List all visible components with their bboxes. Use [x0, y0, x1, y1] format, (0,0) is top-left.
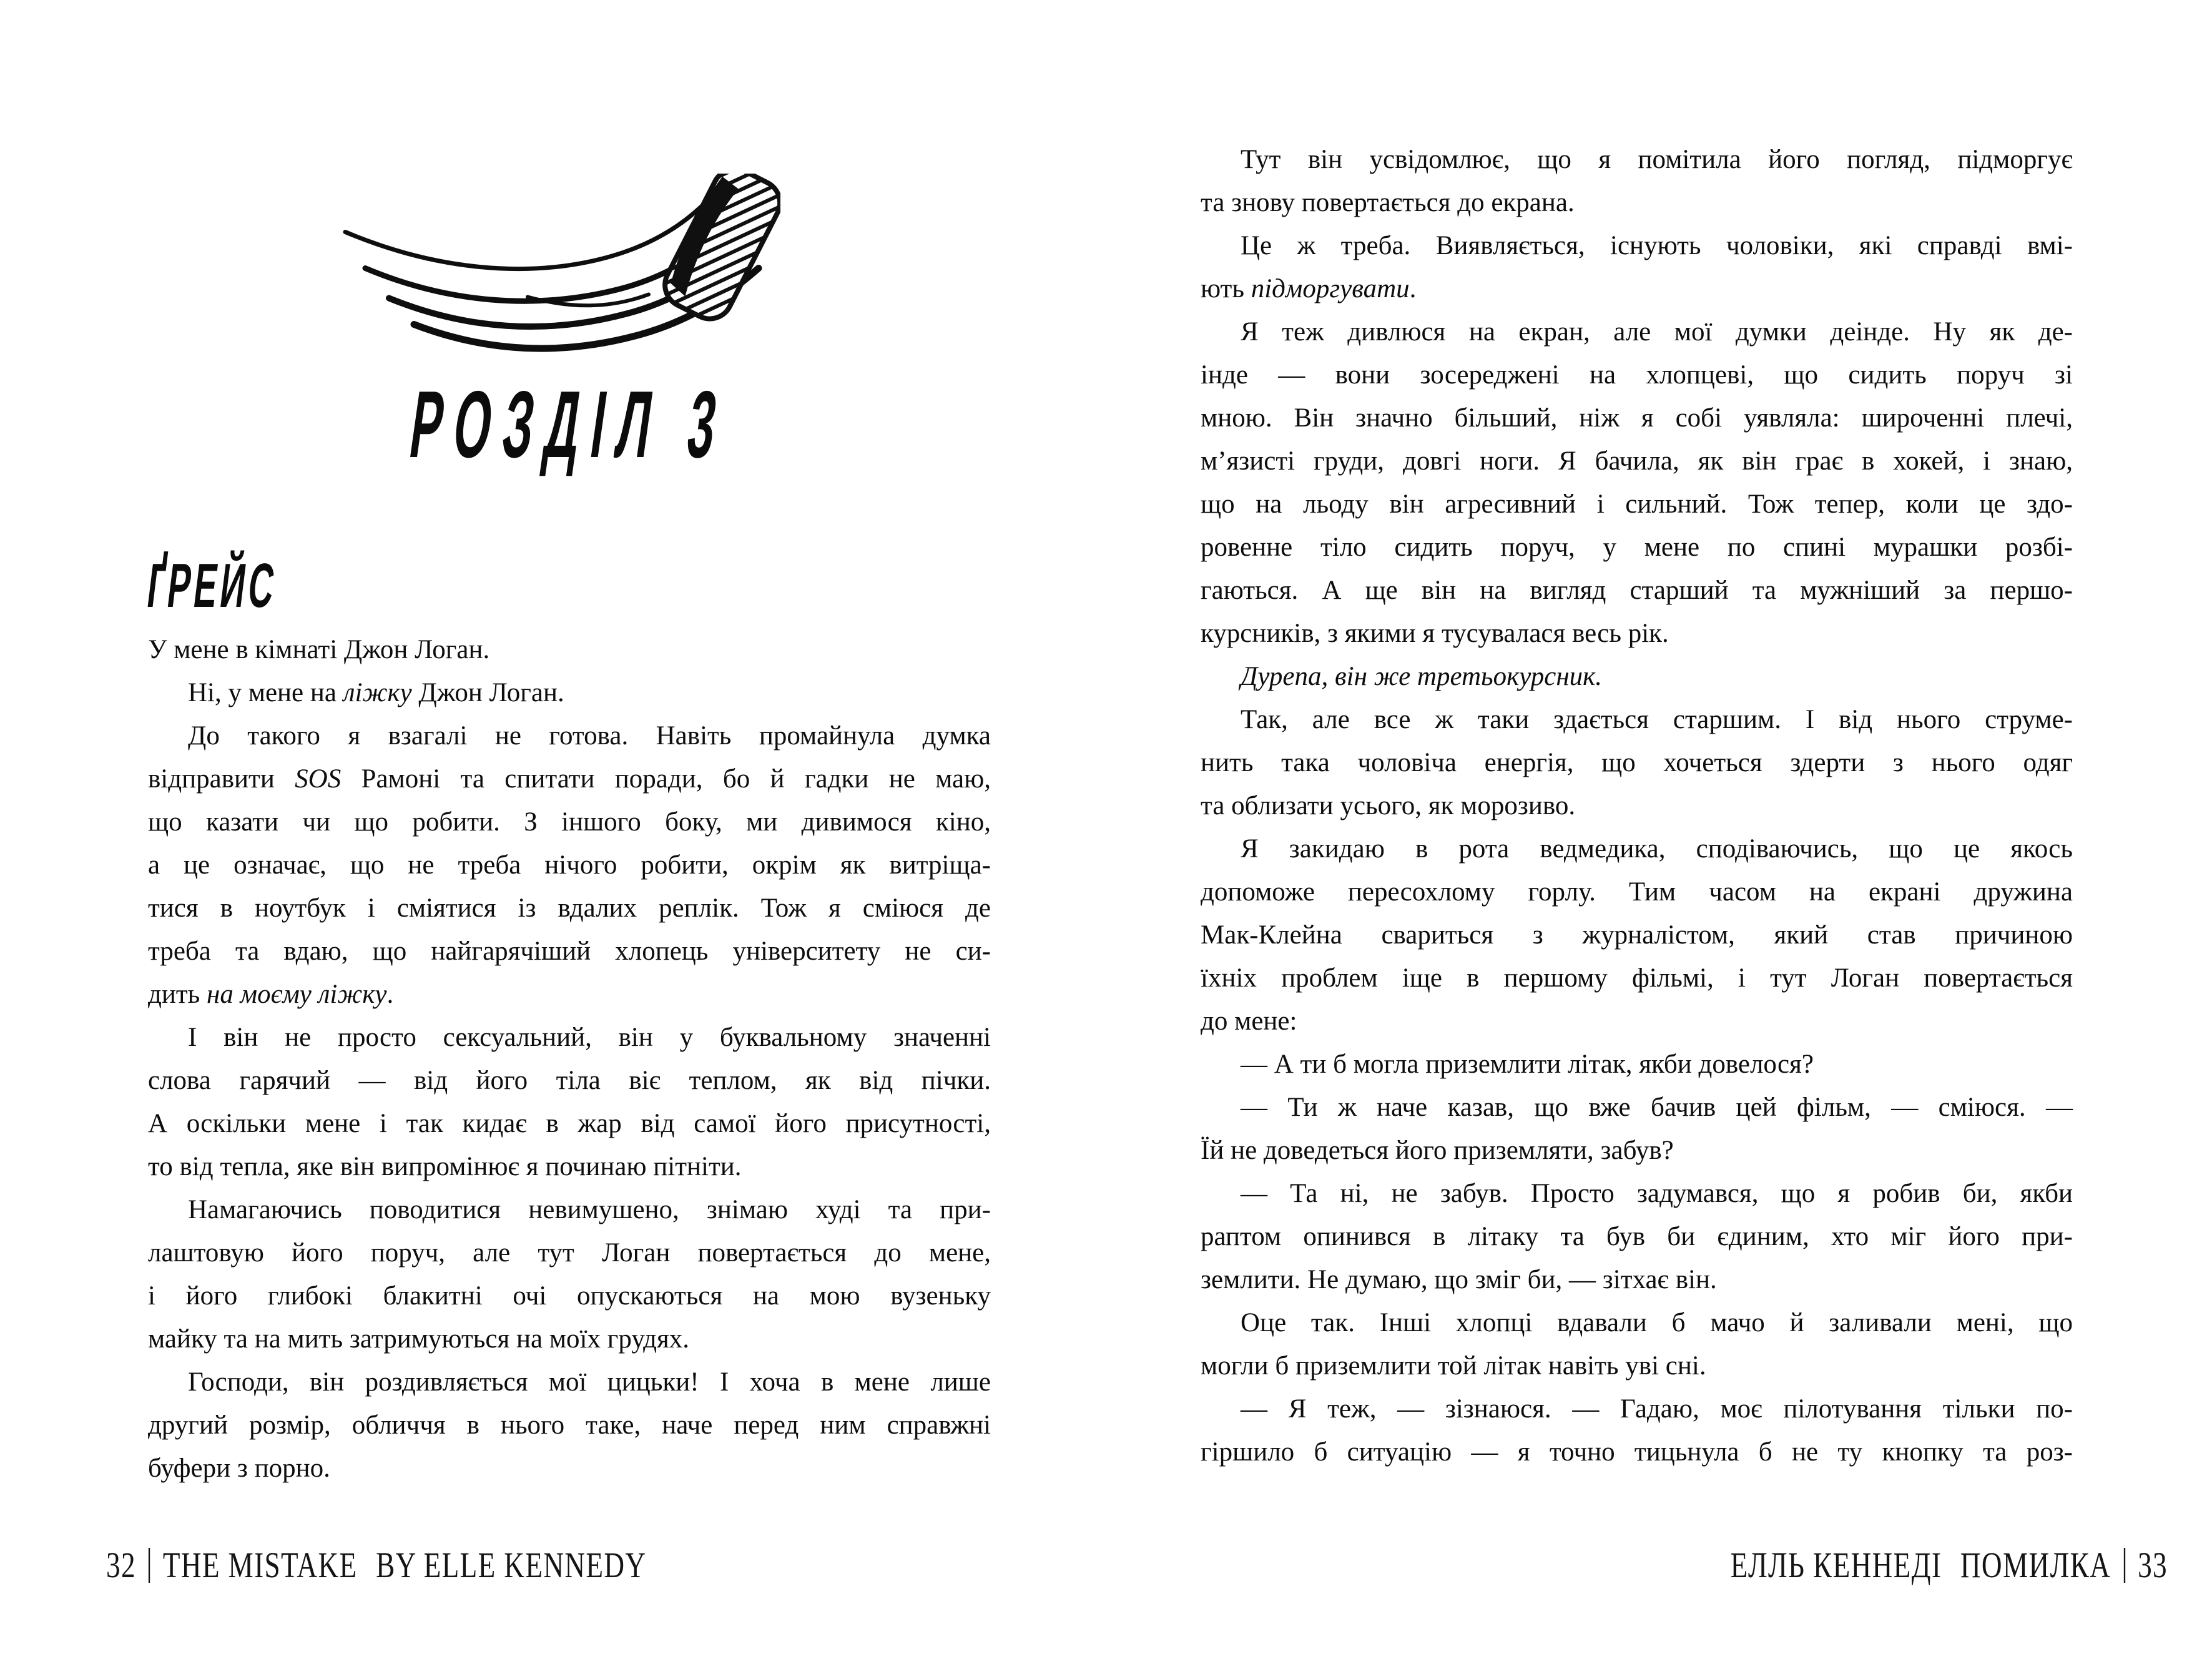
right-page-number: 33	[2138, 1545, 2168, 1585]
text-line	[148, 844, 991, 887]
text-line	[148, 1361, 991, 1404]
text-segment: гіршило б ситуацію — я точно тицьнула б не ту кнопку та роз-	[1201, 1437, 2073, 1467]
text-line	[1201, 310, 2073, 353]
text-line	[1201, 913, 2073, 957]
text-segment: і його глибокі блакитні очі опускаються на мою вузеньку	[148, 1281, 991, 1311]
text-segment: — А ти б могла приземлити літак, якби довелося?	[1241, 1050, 1814, 1079]
text-line	[148, 1317, 991, 1361]
text-segment: буфери з порно.	[148, 1454, 330, 1483]
right-page-footer	[1731, 1547, 2168, 1583]
author-running-head: BY ELLE KENNEDY	[376, 1545, 647, 1585]
text-line	[1201, 741, 2073, 784]
text-line	[1201, 138, 2073, 181]
text-segment: У мене в кімнаті Джон Логан.	[148, 635, 490, 664]
text-line	[1201, 1387, 2073, 1430]
italic-text-segment: підморгувати	[1251, 274, 1410, 303]
text-segment: І він не просто сексуальний, він у буквальному значенні	[188, 1023, 991, 1052]
italic-text-segment: Дурепа, він же третьокурсник.	[1241, 662, 1603, 691]
text-segment: треба та вдаю, що найгарячіший хлопець університету не си-	[148, 937, 991, 966]
text-segment: раптом опинився в літаку та був би єдиним, хто міг його при-	[1201, 1222, 2073, 1251]
chapter-title: РОЗДІЛ 3	[403, 371, 735, 478]
text-segment: А оскільки мене і так кидає в жар від самої його присутності,	[148, 1109, 991, 1138]
text-line	[148, 1274, 991, 1317]
text-segment: майку та на мить затримуються на моїх грудях.	[148, 1324, 690, 1354]
text-segment: тися в ноутбук і сміятися із вдалих реплік. Тож я сміюся де	[148, 893, 991, 923]
text-line	[1201, 698, 2073, 741]
text-segment: що на льоду він агресивний і сильний. Тож тепер, коли це здо-	[1201, 490, 2073, 519]
text-segment: Я теж дивлюся на екран, але мої думки деінде. Ну як де-	[1241, 317, 2073, 347]
text-line	[1201, 181, 2073, 224]
blade-cap	[657, 174, 780, 327]
left-page-body	[148, 628, 991, 1490]
text-segment: .	[1409, 274, 1417, 303]
text-line	[1201, 224, 2073, 267]
text-segment: — Та ні, не забув. Просто задумався, що я робив би, якби	[1241, 1179, 2073, 1208]
text-line	[1201, 784, 2073, 827]
right-page-body	[1201, 138, 2073, 1474]
italic-text-segment: ліжку	[343, 678, 412, 707]
text-line	[1201, 870, 2073, 913]
text-segment: та облизати усього, як морозиво.	[1201, 791, 1576, 820]
text-segment: землити. Не думаю, що зміг би, — зітхає він.	[1201, 1265, 1717, 1294]
text-line	[148, 1404, 991, 1447]
text-line	[1201, 1258, 2073, 1301]
text-segment: Тут він усвідомлює, що я помітила його погляд, підморгує	[1241, 145, 2073, 174]
hockey-stick-swoosh-illustration	[340, 174, 780, 372]
text-segment: другий розмір, обличчя в нього таке, наче перед ним справжні	[148, 1410, 991, 1440]
text-segment: курсників, з якими я тусувалася весь рік.	[1201, 619, 1669, 648]
text-segment: Це ж треба. Виявляється, існують чоловіки, які справді вмі-	[1241, 231, 2073, 260]
text-line	[1201, 569, 2073, 612]
text-line	[1201, 526, 2073, 569]
text-segment: — Ти ж наче казав, що вже бачив цей фільм, — сміюся. —	[1241, 1093, 2073, 1122]
text-segment: їхніх проблем іще в першому фільмі, і тут Логан повертається	[1201, 963, 2073, 993]
text-segment: інде — вони зосереджені на хлопцеві, що сидить поруч зі	[1201, 360, 2073, 390]
text-segment: Оце так. Інші хлопці вдавали б мачо й заливали мені, що	[1241, 1308, 2073, 1337]
text-line	[1201, 1086, 2073, 1129]
italic-text-segment: SOS	[295, 764, 342, 794]
text-segment: ють	[1201, 274, 1251, 303]
text-line	[1201, 396, 2073, 440]
text-line	[1201, 655, 2073, 698]
text-line	[148, 1231, 991, 1274]
text-segment: до мене:	[1201, 1007, 1297, 1036]
text-line	[148, 671, 991, 714]
text-segment: Рамоні та спитати поради, бо й гадки не маю,	[341, 764, 991, 794]
text-line	[148, 887, 991, 930]
author-running-head-uk: ЕЛЛЬ КЕННЕДІ	[1730, 1545, 1942, 1585]
text-segment: Мак-Клейна свариться з журналістом, який став причиною	[1201, 920, 2073, 950]
text-line	[1201, 827, 2073, 870]
text-line	[1201, 1215, 2073, 1258]
left-page-number: 32	[106, 1545, 136, 1585]
text-line	[1201, 353, 2073, 396]
text-line	[148, 1145, 991, 1188]
text-line	[148, 1447, 991, 1490]
text-line	[1201, 1000, 2073, 1043]
text-line	[148, 628, 991, 671]
text-segment: гаються. А ще він на вигляд старший та мужніший за першо-	[1201, 576, 2073, 605]
text-line	[1201, 1129, 2073, 1172]
text-segment: допоможе пересохлому горлу. Тим часом на екрані дружина	[1201, 877, 2073, 907]
text-segment: могли б приземлити той літак навіть уві сні.	[1201, 1351, 1706, 1381]
book-title-running-head: THE MISTAKE	[162, 1545, 358, 1585]
text-line	[1201, 1301, 2073, 1344]
text-line	[148, 1102, 991, 1145]
text-line	[148, 973, 991, 1016]
text-line	[148, 1188, 991, 1231]
text-segment: Їй не доведеться його приземляти, забув?	[1201, 1136, 1674, 1165]
text-line	[1201, 1430, 2073, 1474]
text-line	[148, 1059, 991, 1102]
text-segment: Я закидаю в рота ведмедика, сподіваючись, що це якось	[1241, 834, 2073, 864]
text-segment: м’язисті груди, довгі ноги. Я бачила, як він грає в хокей, і знаю,	[1201, 446, 2073, 476]
footer-divider	[2123, 1548, 2125, 1583]
chapter-title-wrap	[148, 370, 991, 479]
left-page-footer	[106, 1547, 646, 1583]
text-line	[1201, 1172, 2073, 1215]
pov-heading: ҐРЕЙС	[144, 551, 282, 621]
text-line	[1201, 440, 2073, 483]
text-segment: .	[386, 980, 394, 1009]
text-segment: Господи, він роздивляється мої цицьки! І хоча в мене лише	[188, 1367, 991, 1397]
text-segment: що казати чи що робити. З іншого боку, ми дивимося кіно,	[148, 807, 991, 837]
text-segment: Джон Логан.	[411, 678, 564, 707]
text-segment: ровенне тіло сидить поруч, у мене по спині мурашки розбі-	[1201, 533, 2073, 562]
text-line	[1201, 1344, 2073, 1387]
text-line	[148, 714, 991, 757]
text-segment: До такого я взагалі не готова. Навіть промайнула думка	[188, 721, 991, 751]
text-segment: Так, але все ж таки здається старшим. І від нього струме-	[1241, 705, 2073, 734]
text-segment: — Я теж, — зізнаюся. — Гадаю, моє пілотування тільки по-	[1241, 1394, 2073, 1424]
text-line	[1201, 267, 2073, 310]
text-line	[148, 1016, 991, 1059]
text-segment: дить	[148, 980, 207, 1009]
text-line	[1201, 483, 2073, 526]
text-segment: лаштовую його поруч, але тут Логан повертається до мене,	[148, 1238, 991, 1268]
text-segment: слова гарячий — від його тіла віє теплом, як від пічки.	[148, 1066, 991, 1095]
text-line	[148, 757, 991, 800]
text-line	[148, 800, 991, 844]
text-segment: відправити	[148, 764, 295, 794]
book-title-running-head-uk: ПОМИЛКА	[1960, 1545, 2111, 1585]
text-segment: мною. Він значно більший, ніж я собі уявляла: широченні плечі,	[1201, 403, 2073, 433]
text-line	[148, 930, 991, 973]
italic-text-segment: на моєму ліжку	[207, 980, 387, 1009]
text-line	[1201, 612, 2073, 655]
text-segment: та знову повертається до екрана.	[1201, 188, 1575, 217]
footer-divider	[149, 1548, 150, 1583]
text-segment: Ні, у мене на	[188, 678, 343, 707]
text-line	[1201, 1043, 2073, 1086]
text-segment: Намагаючись поводитися невимушено, знімаю худі та при-	[188, 1195, 991, 1224]
text-line	[1201, 957, 2073, 1000]
text-segment: то від тепла, яке він випромінює я починаю пітніти.	[148, 1152, 742, 1181]
text-segment: нить така чоловіча енергія, що хочеться здерти з нього одяг	[1201, 748, 2073, 777]
text-segment: а це означає, що не треба нічого робити, окрім як витріща-	[148, 850, 991, 880]
